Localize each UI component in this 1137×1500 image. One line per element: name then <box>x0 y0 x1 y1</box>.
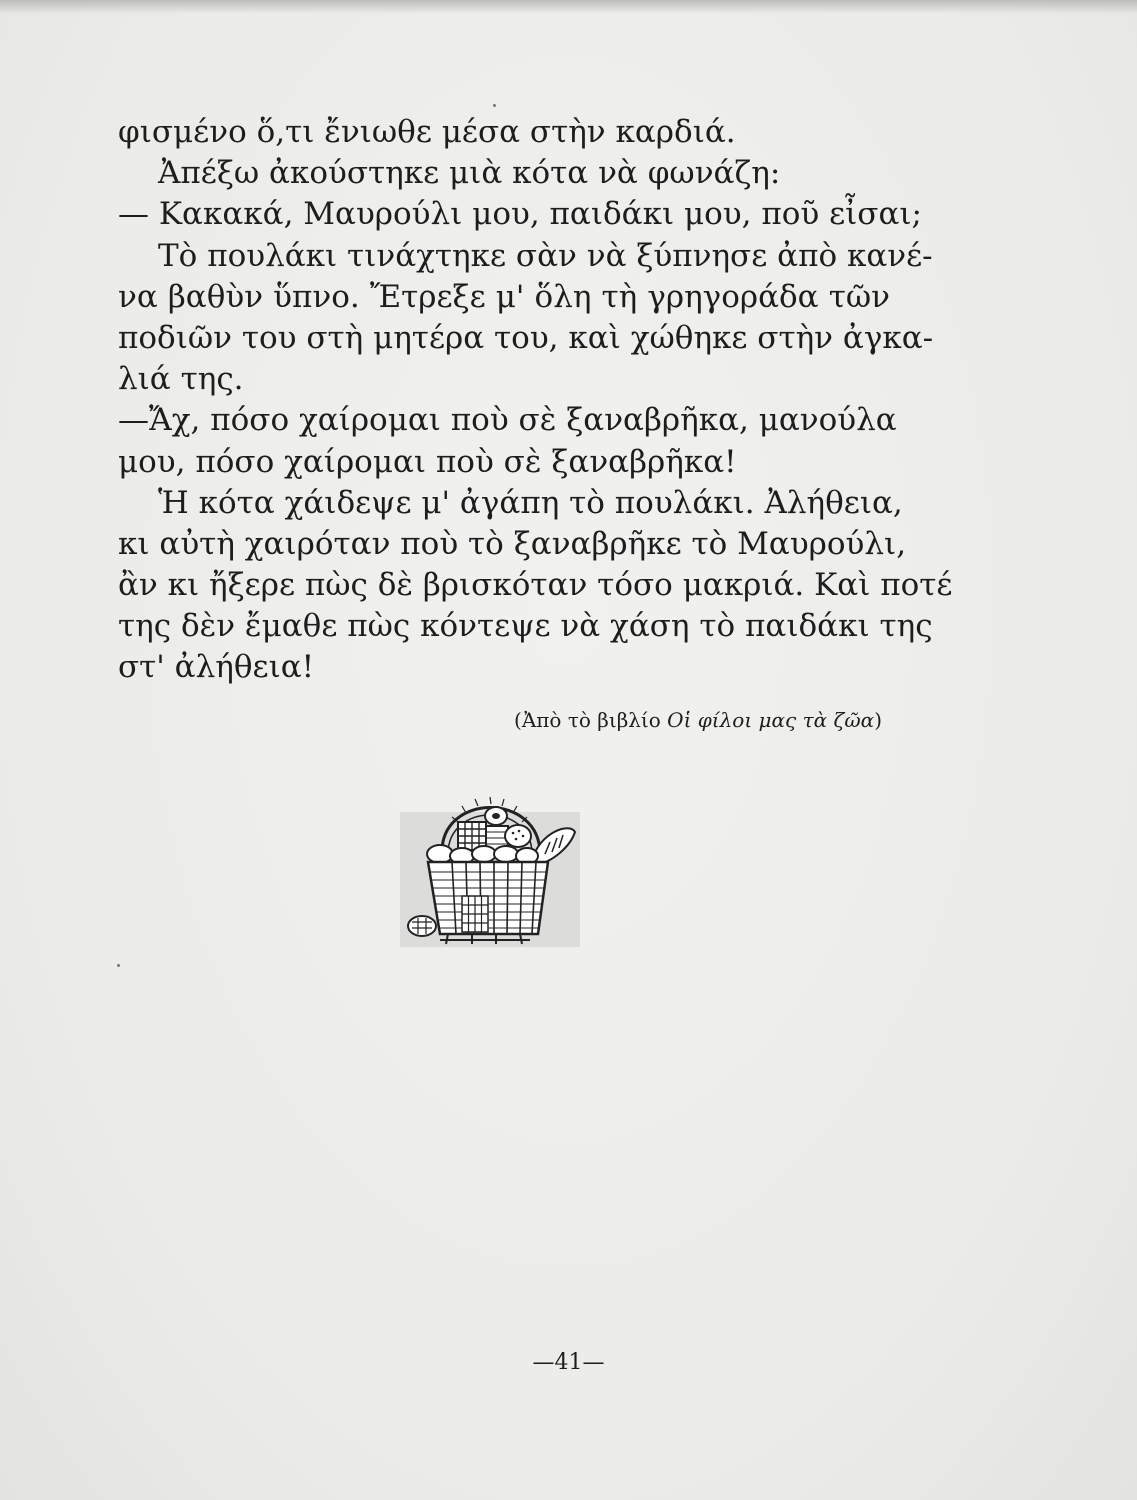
source-prefix: (Ἀπὸ τὸ βιβλίο <box>514 708 668 732</box>
text-line-13: της δὲν ἔμαθε πὼς κόντεψε νὰ χάση τὸ παιδάκι της <box>118 608 933 645</box>
text-line-11: κι αὐτὴ χαιρόταν ποὺ τὸ ξαναβρῆκε τὸ Μαυρούλι, <box>118 525 907 562</box>
source-book-title: Οἱ φίλοι μας τὰ ζῶα <box>667 708 875 732</box>
text-line-7: λιά της. <box>118 361 244 398</box>
page-top-shadow <box>0 0 1137 14</box>
text-line-5: να βαθὺν ὕπνο. Ἔτρεξε μ' ὅλη τὴ γρηγοράδα τῶν <box>118 278 890 315</box>
text-line-1: φισμένο ὅ,τι ἔνιωθε μέσα στὴν καρδιά. <box>118 114 736 150</box>
text-line-6: ποδιῶν του στὴ μητέρα του, καὶ χώθηκε στὴν ἀγκα- <box>118 319 934 356</box>
text-line-2: Ἀπέξω ἀκούστηκε μιὰ κότα νὰ φωνάζη: <box>158 155 781 192</box>
text-line-3: — Κακακά, Μαυρούλι μου, παιδάκι μου, ποῦ εἶσαι; <box>118 196 923 233</box>
basket-of-food-illustration <box>400 772 580 947</box>
paper-speck <box>117 964 120 967</box>
text-line-14: στ' ἀλήθεια! <box>118 649 315 686</box>
text-line-12: ἂν κι ἤξερε πὼς δὲ βρισκόταν τόσο μακριά. Καὶ ποτέ <box>118 567 953 604</box>
text-line-4: Τὸ πουλάκι τινάχτηκε σὰν νὰ ξύπνησε ἀπὸ κανέ- <box>158 237 933 274</box>
story-text <box>118 112 953 689</box>
paper-speck <box>493 104 496 107</box>
source-citation <box>514 706 882 734</box>
page-number: —41— <box>532 1350 605 1375</box>
text-line-9: μου, πόσο χαίρομαι ποὺ σὲ ξαναβρῆκα! <box>118 443 737 480</box>
source-suffix: ) <box>874 708 882 732</box>
text-line-10: Ἡ κότα χάιδεψε μ' ἀγάπη τὸ πουλάκι. Ἀλήθεια, <box>158 484 903 521</box>
text-line-8: —Ἄχ, πόσο χαίρομαι ποὺ σὲ ξαναβρῆκα, μανούλα <box>118 402 897 439</box>
